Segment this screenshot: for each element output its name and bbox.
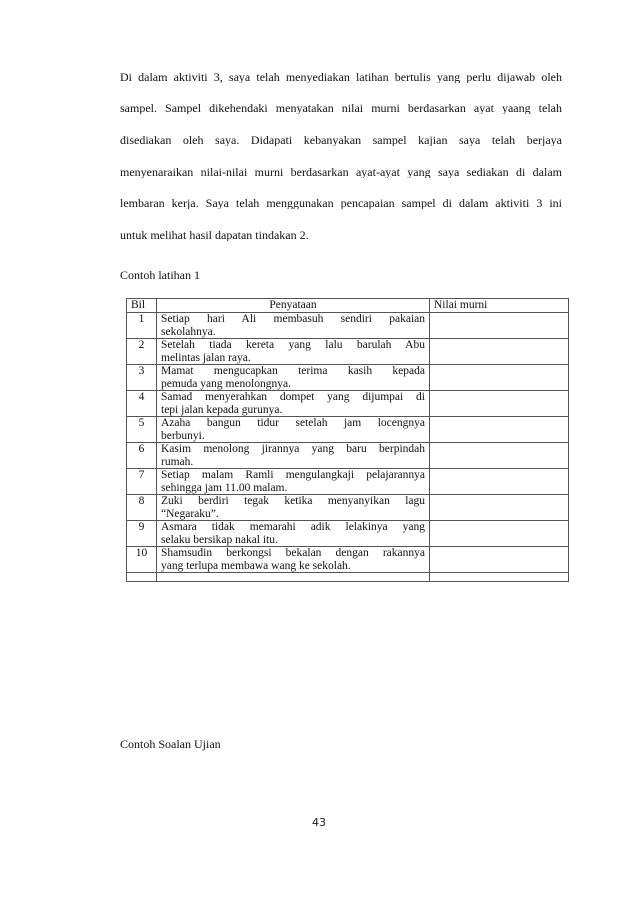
row-number: 10 — [127, 547, 157, 573]
row-statement — [157, 443, 430, 469]
table-row — [127, 521, 569, 547]
header-value: Nilai murni — [430, 299, 569, 313]
spacer-cell — [127, 573, 157, 582]
exam-heading: Contoh Soalan Ujian — [120, 737, 221, 751]
row-number: 5 — [127, 417, 157, 443]
row-value-blank — [430, 547, 569, 573]
row-number: 8 — [127, 495, 157, 521]
spacer-cell — [157, 573, 430, 582]
statement-line-2: tepi jalan kepada gurunya. — [161, 403, 283, 416]
row-statement — [157, 313, 430, 339]
table-body — [127, 313, 569, 582]
table-row — [127, 391, 569, 417]
row-statement — [157, 495, 430, 521]
statement-line-2: pemuda yang menolongnya. — [161, 377, 291, 390]
statement-line-1: Asmara tidak memarahi adik lelakinya yang — [161, 521, 425, 533]
row-statement — [157, 521, 430, 547]
statement-line-2: berbunyi. — [161, 429, 205, 442]
statement-line-1: Samad menyerahkan dompet yang dijumpai di — [161, 391, 425, 403]
statement-line-1: Kasim menolong jirannya yang baru berpindah — [161, 443, 425, 455]
statement-line-1: Mamat mengucapkan terima kasih kepada — [161, 365, 425, 377]
statement-line-2: sehingga jam 11.00 malam. — [161, 481, 288, 494]
row-statement — [157, 417, 430, 443]
table-row — [127, 469, 569, 495]
table-row — [127, 417, 569, 443]
statement-line-1: Shamsudin berkongsi bekalan dengan rakannya — [161, 547, 425, 559]
row-statement — [157, 391, 430, 417]
paragraph-line-4: menyenaraikan nilai-nilai murni berdasarkan ayat-ayat yang saya sediakan di dalam — [120, 166, 562, 178]
header-bil: Bil — [127, 299, 157, 313]
row-value-blank — [430, 521, 569, 547]
row-value-blank — [430, 469, 569, 495]
row-statement — [157, 547, 430, 573]
statement-line-2: “Negaraku”. — [161, 507, 219, 520]
table-row — [127, 339, 569, 365]
table-row — [127, 443, 569, 469]
row-number: 4 — [127, 391, 157, 417]
statement-line-2: rumah. — [161, 455, 194, 468]
row-value-blank — [430, 391, 569, 417]
statement-line-2: yang terlupa membawa wang ke sekolah. — [161, 559, 351, 572]
exercise-heading: Contoh latihan 1 — [120, 268, 200, 282]
statement-line-1: Zuki berdiri tegak ketika menyanyikan lagu — [161, 495, 425, 507]
table-spacer-row — [127, 573, 569, 582]
spacer-cell — [430, 573, 569, 582]
row-value-blank — [430, 365, 569, 391]
row-number: 1 — [127, 313, 157, 339]
statement-line-1: Setiap malam Ramli mengulangkaji pelajarannya — [161, 469, 425, 481]
table-row — [127, 365, 569, 391]
row-number: 9 — [127, 521, 157, 547]
statement-line-1: Setelah tiada kereta yang lalu barulah Abu — [161, 339, 425, 351]
table-row — [127, 547, 569, 573]
row-value-blank — [430, 443, 569, 469]
row-value-blank — [430, 417, 569, 443]
statement-line-1: Azaha bangun tidur setelah jam locengnya — [161, 417, 425, 429]
statement-line-2: melintas jalan raya. — [161, 351, 251, 364]
row-number: 2 — [127, 339, 157, 365]
paragraph-line-1: Di dalam aktiviti 3, saya telah menyediakan latihan bertulis yang perlu dijawab oleh — [120, 71, 562, 83]
statement-line-2: selaku bersikap nakal itu. — [161, 533, 278, 546]
statement-line-2: sekolahnya. — [161, 325, 216, 338]
row-number: 3 — [127, 365, 157, 391]
table-header-row — [127, 299, 569, 313]
header-statement: Penyataan — [157, 299, 430, 313]
row-number: 6 — [127, 443, 157, 469]
row-statement — [157, 339, 430, 365]
statement-line-1: Setiap hari Ali membasuh sendiri pakaian — [161, 313, 425, 325]
row-statement — [157, 365, 430, 391]
table-row — [127, 495, 569, 521]
paragraph-line-6: untuk melihat hasil dapatan tindakan 2. — [120, 229, 309, 241]
paragraph-line-3: disediakan oleh saya. Didapati kebanyakan sampel kajian saya telah berjaya — [120, 134, 562, 146]
exercise-table — [126, 298, 569, 582]
row-statement — [157, 469, 430, 495]
page-number: 43 — [312, 816, 326, 829]
row-value-blank — [430, 339, 569, 365]
row-value-blank — [430, 313, 569, 339]
row-number: 7 — [127, 469, 157, 495]
paragraph-line-2: sampel. Sampel dikehendaki menyatakan nilai murni berdasarkan ayat yaang telah — [120, 102, 562, 114]
paragraph-line-5: lembaran kerja. Saya telah menggunakan pencapaian sampel di dalam aktiviti 3 ini — [120, 197, 562, 209]
row-value-blank — [430, 495, 569, 521]
table-row — [127, 313, 569, 339]
